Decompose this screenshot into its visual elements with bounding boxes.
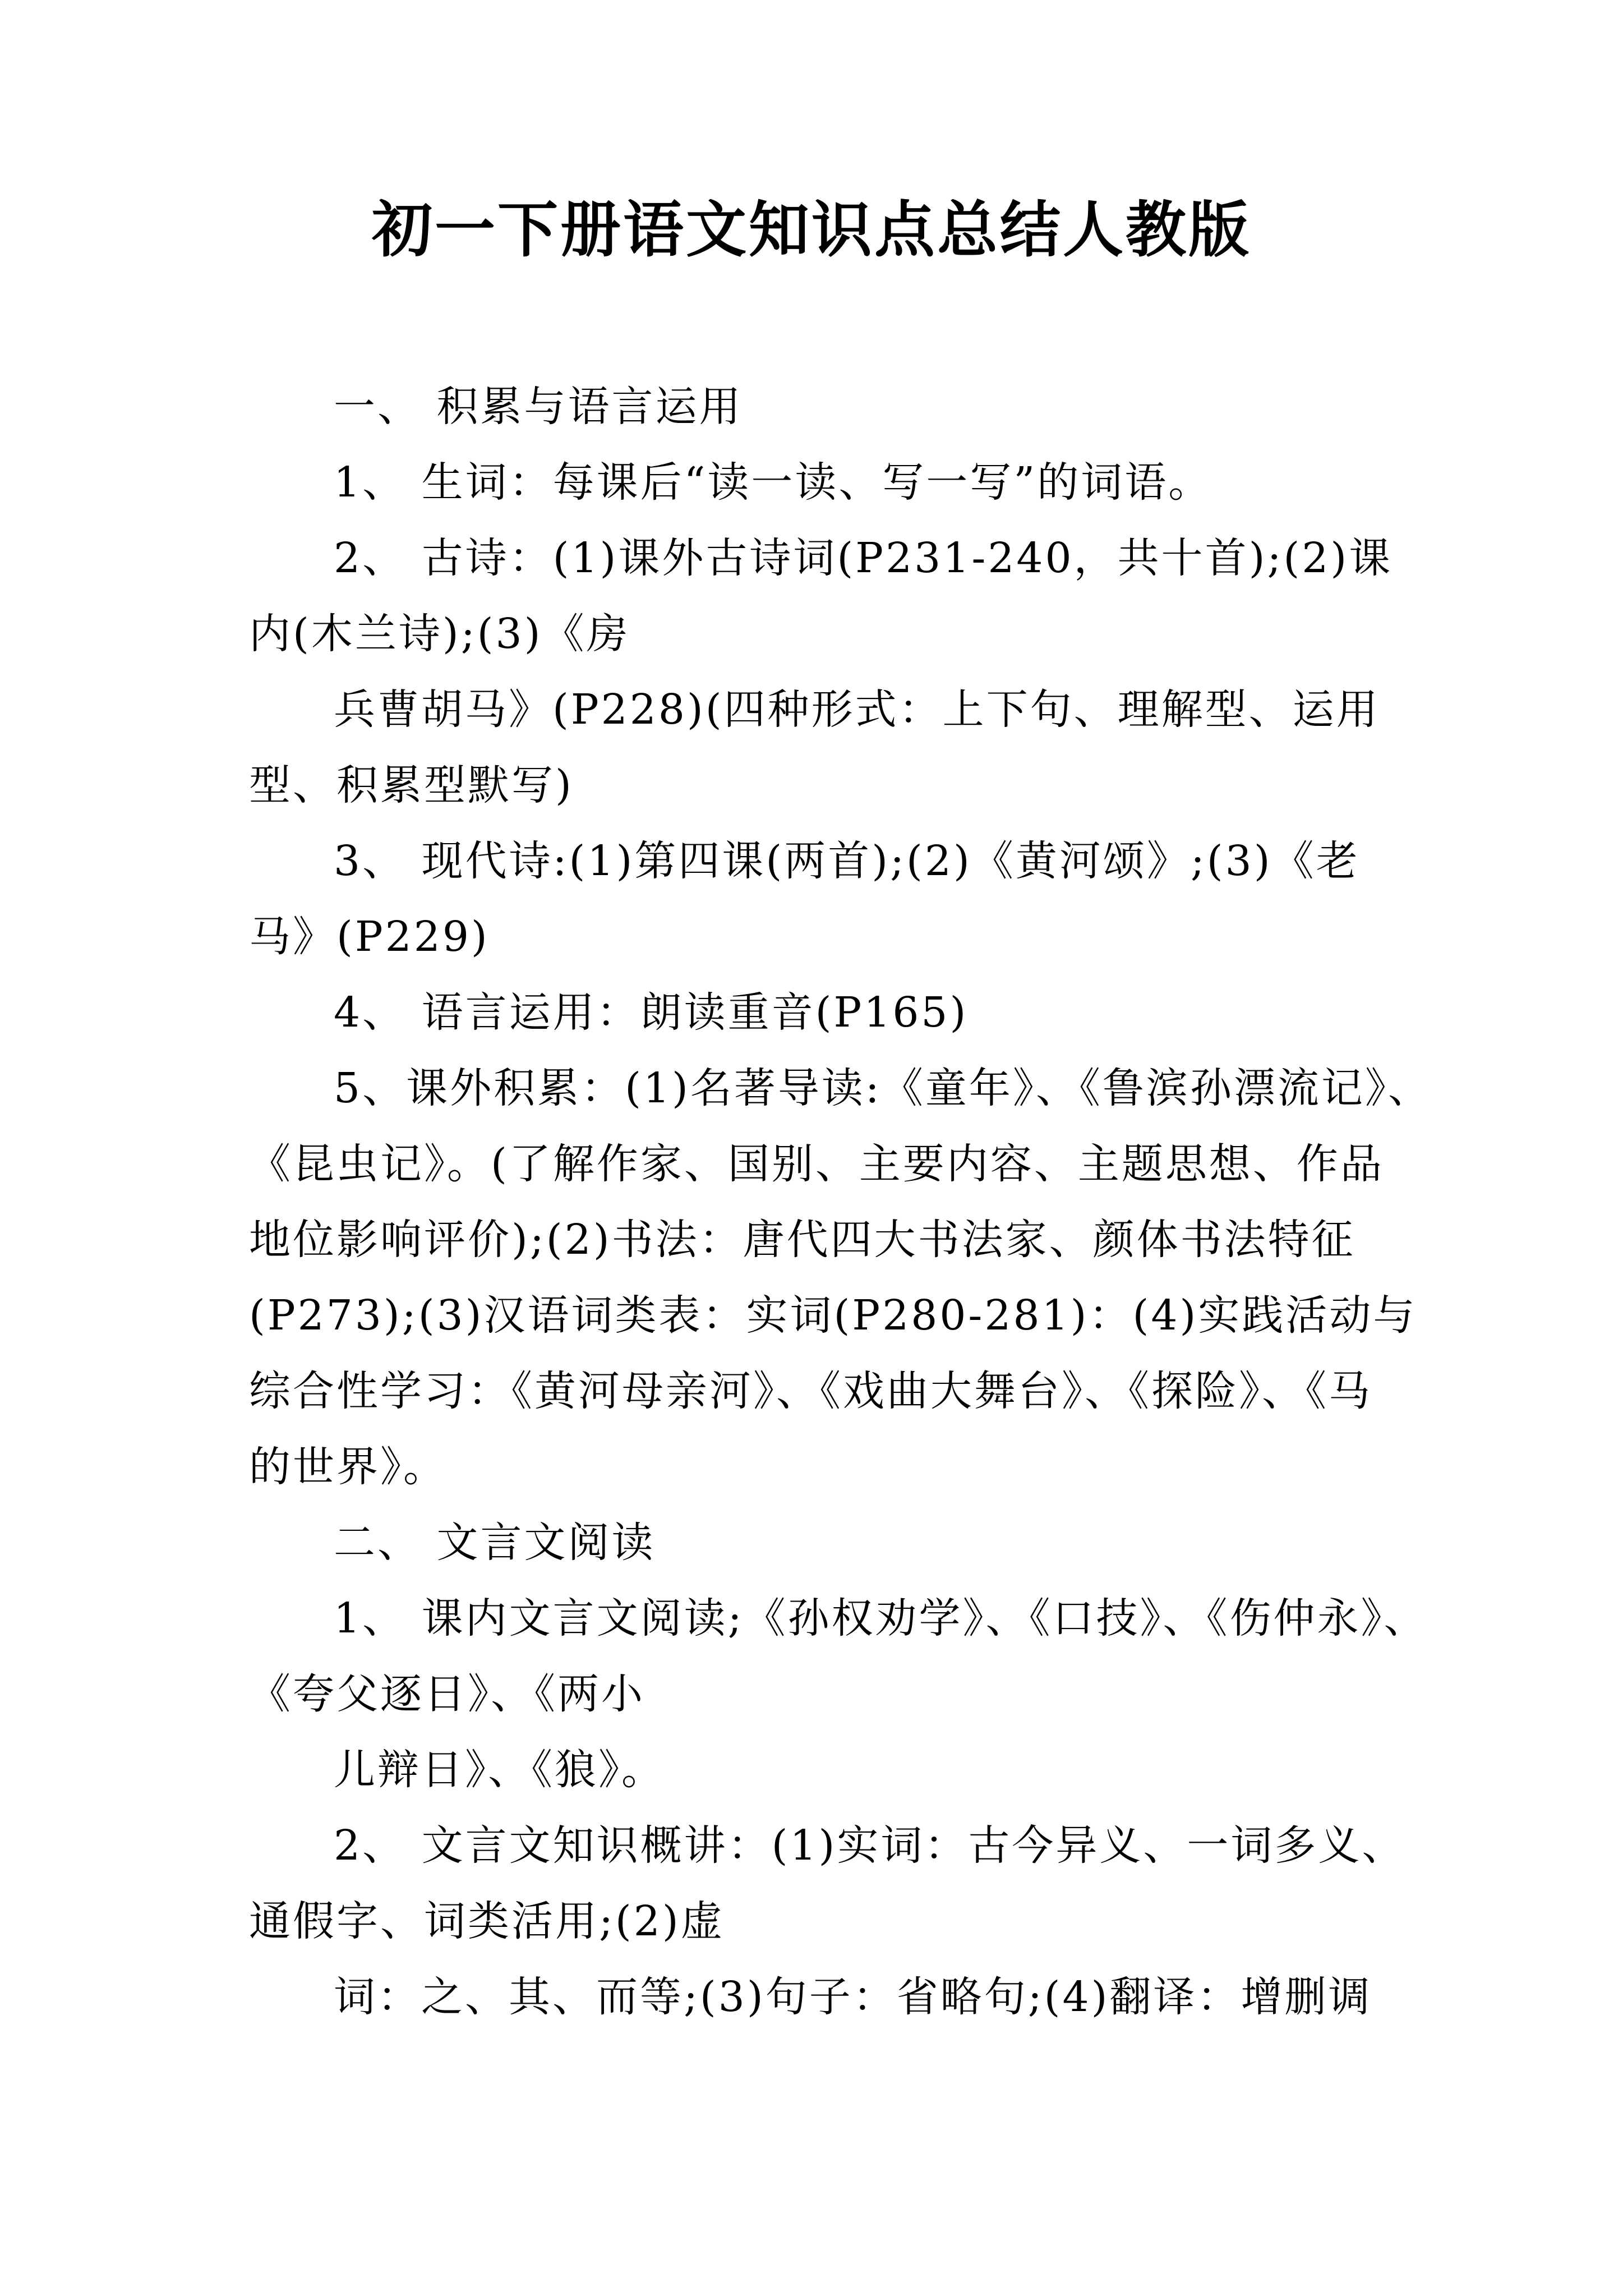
paragraph-line: 儿辩日》、《狼》。 xyxy=(334,1746,665,1794)
paragraph-line: 兵曹胡马》(P228)(四种形式：上下句、理解型、运用 xyxy=(334,685,1380,734)
item-2-ancient-poems: 2、 古诗：(1)课外古诗词(P231-240，共十首);(2)课 xyxy=(334,534,1393,582)
item-5-continued: 的世界》。 xyxy=(249,1443,447,1491)
item-1-vocabulary: 1、 生词：每课后“读一读、写一写”的词语。 xyxy=(334,458,1212,507)
item-4-language-use: 4、 语言运用：朗读重音(P165) xyxy=(334,988,969,1037)
item-2-classical-knowledge: 2、 文言文知识概讲：(1)实词：古今异义、一词多义、 xyxy=(334,1821,1406,1870)
item-3-modern-poems: 3、 现代诗:(1)第四课(两首);(2)《黄河颂》;(3)《老 xyxy=(334,837,1360,885)
heading-accumulation: 一、 积累与语言运用 xyxy=(334,383,743,431)
paragraph-line: 型、积累型默写) xyxy=(249,761,574,809)
paragraph-line: 词：之、其、而等;(3)句子：省略句;(4)翻译：增删调 xyxy=(334,1973,1372,2021)
item-5-continued: (P273);(3)汉语词类表：实词(P280-281)：(4)实践活动与 xyxy=(249,1291,1417,1340)
item-5-extracurricular: 5、课外积累：(1)名著导读:《童年》、《鲁滨孙漂流记》、 xyxy=(334,1064,1432,1112)
item-1-continued: 《夸父逐日》、《两小 xyxy=(249,1670,645,1718)
item-2-continued: 通假字、词类活用;(2)虚 xyxy=(249,1897,725,1945)
item-5-continued: 地位影响评价);(2)书法：唐代四大书法家、颜体书法特征 xyxy=(249,1216,1355,1264)
item-1-classical-texts: 1、 课内文言文阅读;《孙权劝学》、《口技》、《伤仲永》、 xyxy=(334,1594,1428,1642)
item-5-continued: 综合性学习：《黄河母亲河》、《戏曲大舞台》、《探险》、《马 xyxy=(249,1367,1372,1415)
item-3-continued: 马》(P229) xyxy=(249,913,490,961)
heading-classical-reading: 二、 文言文阅读 xyxy=(334,1519,656,1567)
document-title: 初一下册语文知识点总结人教版 xyxy=(371,195,1251,265)
item-5-continued: 《昆虫记》。(了解作家、国别、主要内容、主题思想、作品 xyxy=(249,1140,1384,1188)
item-2-continued: 内(木兰诗);(3)《房 xyxy=(249,610,630,658)
